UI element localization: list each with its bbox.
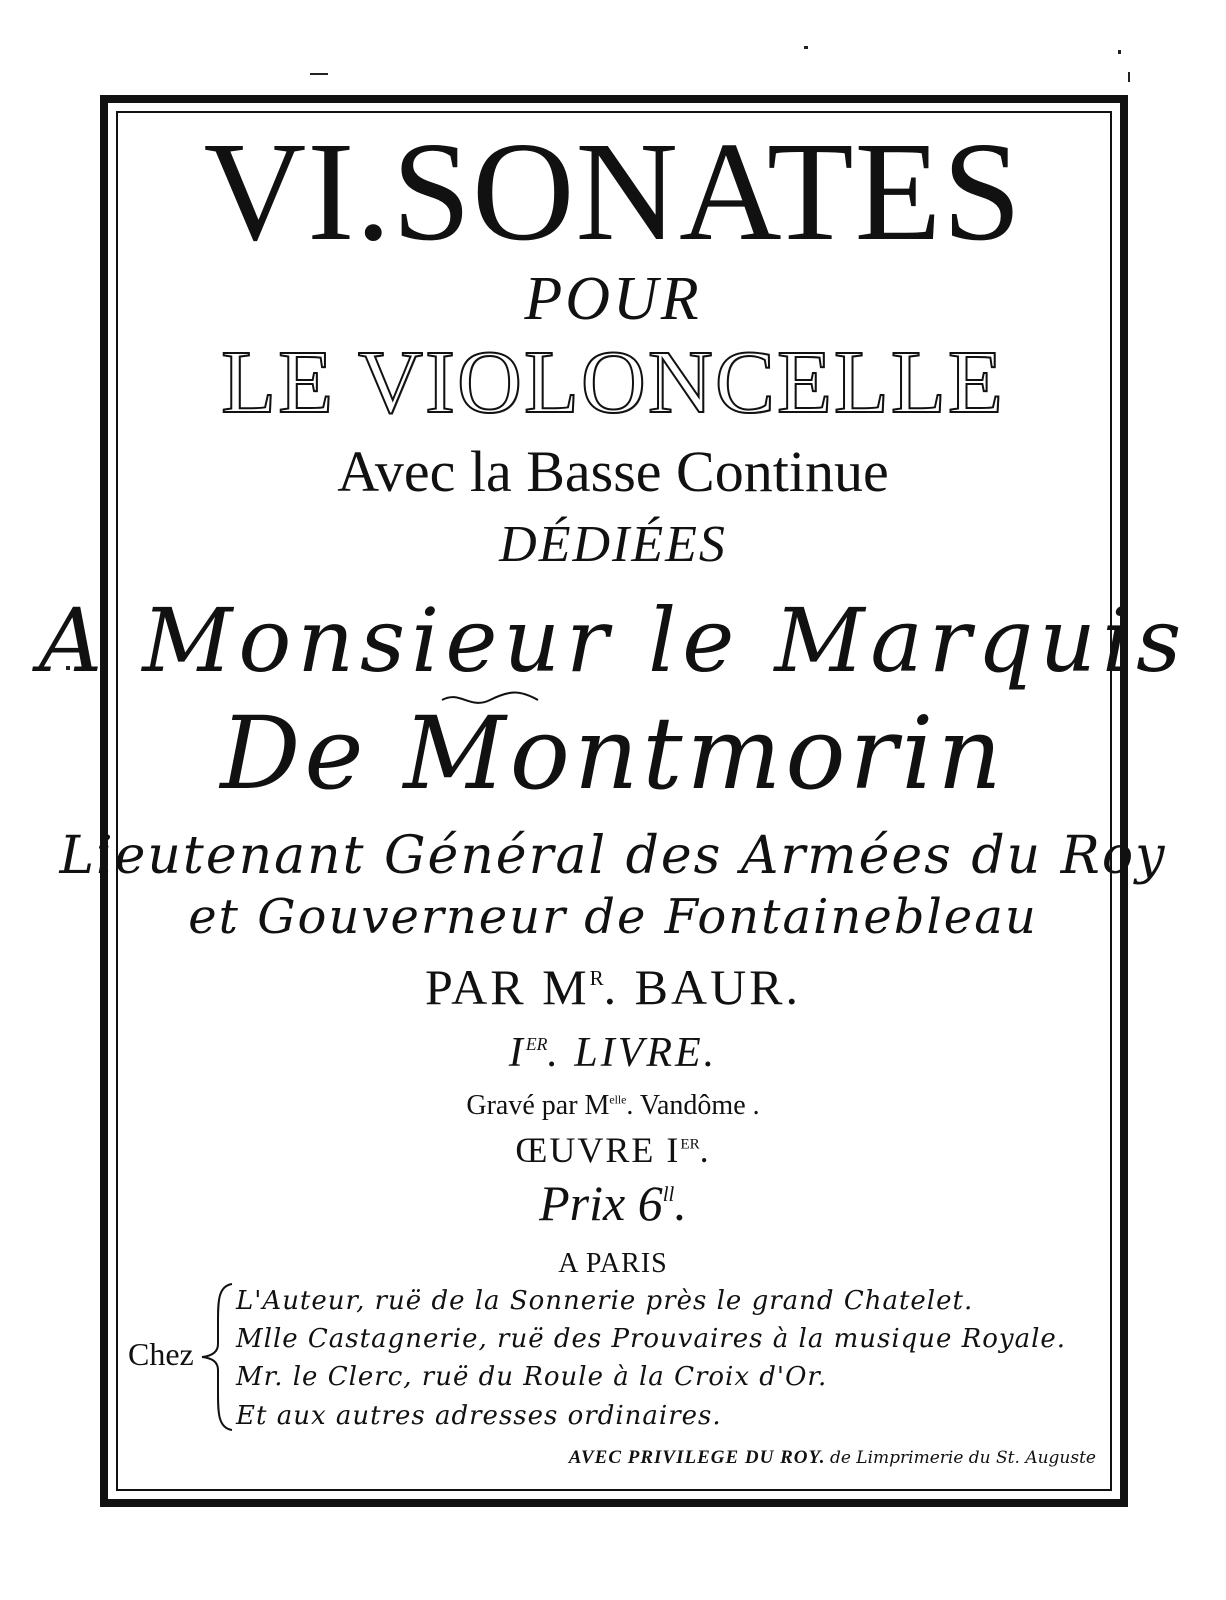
opus-suffix: .	[699, 1130, 711, 1170]
price-suffix: .	[674, 1175, 687, 1231]
composer-prefix: PAR M	[424, 959, 590, 1015]
book-superscript: ER	[525, 1034, 548, 1055]
seller-address-3: Et aux autres adresses ordinaires.	[236, 1401, 722, 1431]
seller-address-1: Mlle Castagnerie, ruë des Prouvaires à la musique Royale.	[236, 1324, 1067, 1354]
place-of-publication: A PARIS	[558, 1248, 668, 1279]
privilege-main: AVEC PRIVILEGE DU ROY.	[568, 1447, 826, 1468]
engraver-line	[0, 1092, 1226, 1120]
engraver-superscript: elle	[609, 1093, 627, 1107]
opus-superscript: ER	[680, 1136, 700, 1153]
privilege-printer: de Limprimerie du St. Auguste	[829, 1448, 1096, 1468]
title-main: VI.SONATES	[203, 112, 1023, 270]
price-line	[0, 1175, 1226, 1231]
speck-4	[1128, 72, 1130, 82]
speck-3	[1118, 50, 1121, 54]
dedication-label: DÉDIÉES	[499, 516, 727, 573]
privilege-line	[569, 1448, 1096, 1467]
title-pour: POUR	[524, 265, 702, 333]
price-label: Prix 6	[539, 1175, 663, 1231]
dedicatee-line-3: Lieutenant Général des Armées du Roy	[59, 826, 1167, 886]
opus-line	[0, 1132, 1226, 1168]
dedicatee-line-2: De Montmorin	[220, 695, 1006, 812]
engraver-prefix: Gravé par M	[466, 1090, 610, 1121]
composer-line	[0, 959, 1226, 1015]
seller-address-0: L'Auteur, ruë de la Sonnerie près le grand Chatelet.	[236, 1286, 974, 1316]
opus-label: ŒUVRE I	[515, 1130, 681, 1170]
seller-address-2: Mr. le Clerc, ruë du Roule à la Croix d'Or.	[236, 1362, 828, 1392]
sellers-chez-label: Chez	[128, 1336, 194, 1372]
dedicatee-line-1: A Monsieur le Marquis	[38, 589, 1188, 692]
dedicatee-line-4: et Gouverneur de Fontainebleau	[188, 889, 1038, 945]
engraver-name: . Vandôme .	[626, 1090, 760, 1121]
speck-1	[310, 73, 328, 75]
composer-name: . BAUR.	[603, 959, 802, 1015]
title-accompaniment: Avec la Basse Continue	[337, 439, 889, 504]
book-line	[0, 1032, 1226, 1074]
book-label: . LIVRE.	[547, 1030, 718, 1076]
book-number: I	[508, 1030, 526, 1076]
title-instrument: LE VIOLONCELLE	[221, 333, 1005, 432]
speck-2	[804, 46, 808, 49]
sellers-brace-icon	[198, 1282, 238, 1432]
composer-superscript: R	[589, 966, 604, 991]
price-superscript: ll	[662, 1182, 675, 1207]
